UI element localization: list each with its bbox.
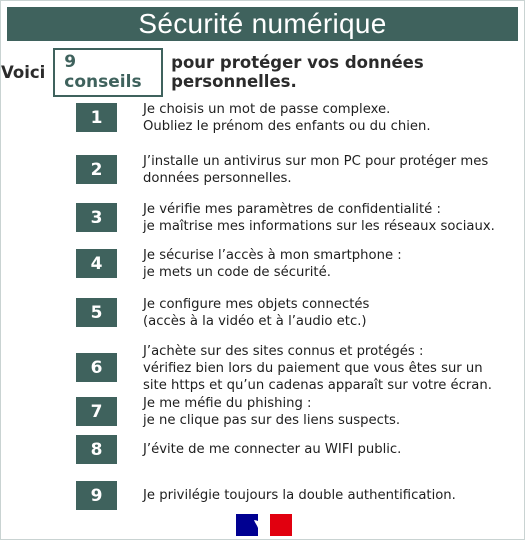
tip-text-line: site https et qu’un cadenas apparaît sur votre écran. [143, 378, 492, 393]
tip-text-line: je maîtrise mes informations sur les réseaux sociaux. [143, 219, 495, 234]
tip-text-line: données personnelles. [143, 171, 292, 186]
subtitle-prefix: Voici [1, 62, 46, 82]
tip-text-line: Je vérifie mes paramètres de confidentialité : [143, 202, 441, 217]
subtitle-highlight-box: 9 conseils [53, 48, 163, 97]
tip-number-badge: 6 [76, 353, 117, 382]
tip-text [143, 395, 513, 429]
tip-text-line: Je privilégie toujours la double authentification. [143, 488, 456, 503]
tip-text-line: je mets un code de sécurité. [143, 265, 331, 280]
tip-number-badge: 8 [76, 435, 117, 464]
tip-number-badge: 9 [76, 481, 117, 510]
tip-text-line: Je choisis un mot de passe complexe. [143, 102, 391, 117]
tip-number-badge: 1 [76, 103, 117, 132]
tip-text-line: J’installe un antivirus sur mon PC pour protéger mes [143, 154, 489, 169]
tip-text-line: J’achète sur des sites connus et protégés : [143, 344, 424, 359]
tip-text-line: (accès à la vidéo et à l’audio etc.) [143, 314, 367, 329]
title-bar [7, 7, 518, 41]
tip-number-badge: 3 [76, 203, 117, 232]
tip-text [143, 441, 513, 458]
tip-text [143, 247, 513, 281]
tip-text [143, 201, 513, 235]
tip-text-line: Je sécurise l’accès à mon smartphone : [143, 248, 402, 263]
flag-icon [236, 514, 292, 536]
tip-text [143, 101, 513, 135]
subtitle-suffix: pour protéger vos données personnelles. [171, 53, 424, 91]
subtitle [1, 51, 525, 92]
tip-text-line: Je configure mes objets connectés [143, 297, 370, 312]
tip-text [143, 296, 513, 330]
tip-text-line: Oubliez le prénom des enfants ou du chien. [143, 119, 431, 134]
marianne-logo-icon [236, 514, 292, 536]
tip-text-line: Je me méfie du phishing : [143, 396, 312, 411]
tip-number-badge: 5 [76, 298, 117, 327]
tip-text [143, 153, 513, 187]
tip-text-line: J’évite de me connecter au WIFI public. [143, 442, 402, 457]
tip-number-badge: 2 [76, 155, 117, 184]
tip-text-line: je ne clique pas sur des liens suspects. [143, 413, 401, 428]
tip-number-badge: 4 [76, 249, 117, 278]
tip-text-line: vérifiez bien lors du paiement que vous êtes sur un [143, 361, 483, 376]
tip-text [143, 487, 513, 504]
tip-number-badge: 7 [76, 397, 117, 426]
page-title: Sécurité numérique [138, 8, 387, 39]
tip-text [143, 343, 513, 394]
